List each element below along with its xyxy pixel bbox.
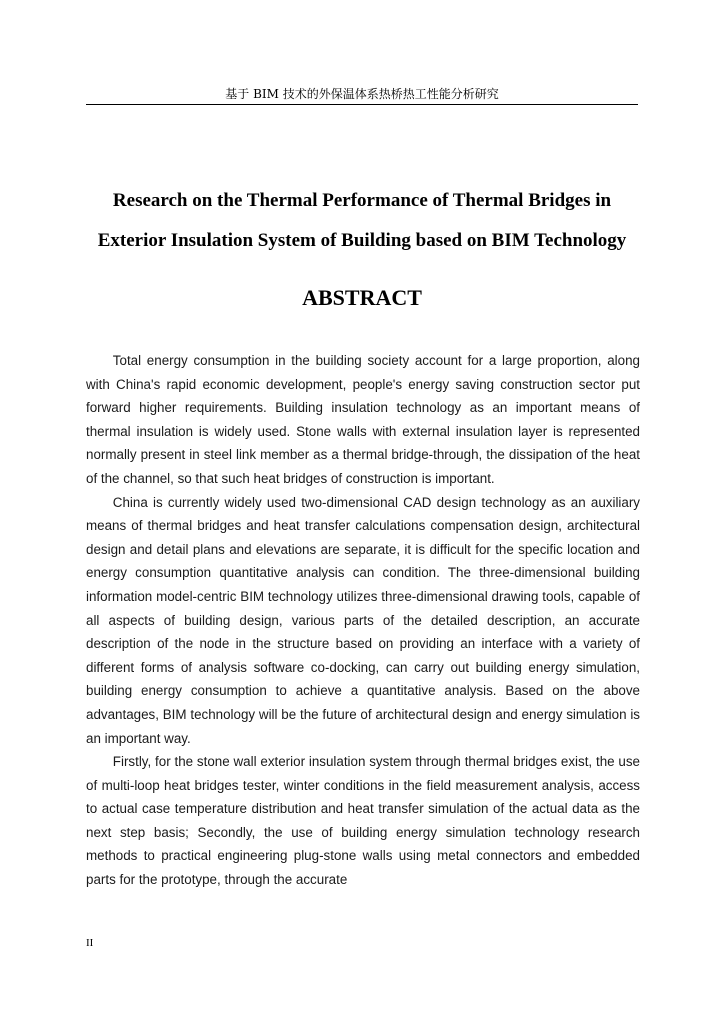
abstract-body	[86, 349, 640, 892]
abstract-heading: ABSTRACT	[302, 285, 422, 310]
abstract-paragraph-1: Total energy consumption in the building society account for a large proportion, along with China's rapid economic development, people's energy saving construction sector put forward higher requirements. Building insulation technology as an important means of thermal insulation is widely used. Stone walls with external insulation layer is represented normally present in steel link member as a thermal bridge-through, the dissipation of the heat of the channel, so that such heat bridges of construction is important.	[86, 353, 640, 486]
header-rule	[86, 104, 638, 105]
abstract-paragraph-2: China is currently widely used two-dimensional CAD design technology as an auxiliary means of thermal bridges and heat transfer calculations compensation design, architectural design and detail plans and elevations are separate, it is difficult for the specific location and energy consumption quantitative analysis can condition. The three-dimensional building information model-centric BIM technology utilizes three-dimensional drawing tools, capable of all aspects of building design, various parts of the detailed description, an accurate description of the node in the structure based on providing an interface with a variety of different forms of analysis software co-docking, can carry out building energy simulation, building energy consumption to achieve a quantitative analysis. Based on the above advantages, BIM technology will be the future of architectural design and energy simulation is an important way.	[86, 494, 640, 746]
abstract-paragraph-3: Firstly, for the stone wall exterior insulation system through thermal bridges exist, the use of multi-loop heat bridges tester, winter conditions in the field measurement analysis, access to actual case temperature distribution and heat transfer simulation of the actual data as the next step basis; Secondly, the use of building energy simulation technology research methods to practical engineering plug-stone walls using metal connectors and embedded parts for the prototype, through the accurate	[86, 754, 640, 888]
title-line-2: Exterior Insulation System of Building based on BIM Technology	[97, 230, 627, 251]
title-line-1: Research on the Thermal Performance of Thermal Bridges in	[112, 190, 612, 211]
running-header: 基于 BIM 技术的外保温体系热桥热工性能分析研究	[225, 87, 499, 101]
page-number: II	[86, 937, 94, 949]
